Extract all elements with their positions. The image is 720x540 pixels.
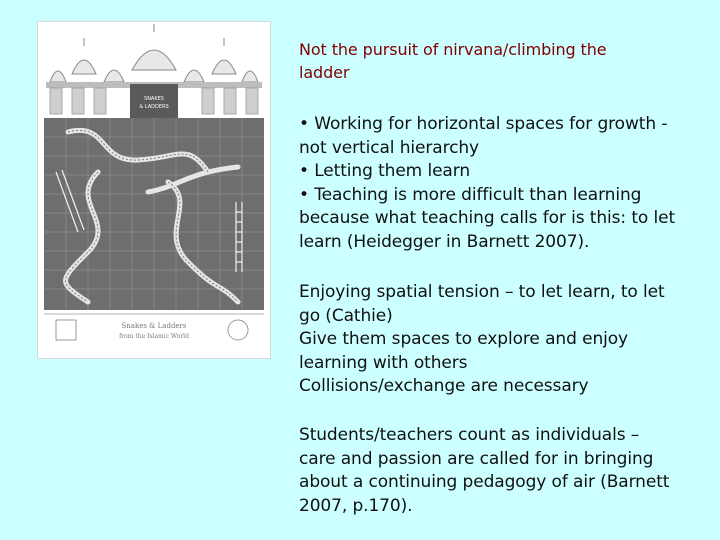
paragraph-line: Collisions/exchange are necessary <box>299 376 589 396</box>
paragraph-line: Give them spaces to explore and enjoy <box>299 329 629 349</box>
title-line: ladder <box>299 63 350 82</box>
bullet-line: • Teaching is more difficult than learning <box>299 184 642 205</box>
svg-text:Snakes & Ladders: Snakes & Ladders <box>121 322 187 330</box>
paragraph-individuals <box>299 424 699 518</box>
paragraph-spatial-tension <box>299 281 699 399</box>
bullet-line: because what teaching calls for is this: to let <box>299 208 676 228</box>
paragraph-line: Students/teachers count as individuals – <box>299 425 640 445</box>
svg-text:SNAKES: SNAKES <box>144 96 164 102</box>
poster-illustration <box>38 22 270 358</box>
bullet-line: • Letting them learn <box>299 161 471 181</box>
paragraph-line: Enjoying spatial tension – to let learn, to let <box>299 282 665 302</box>
paragraph-line: care and passion are called for in bringing <box>299 448 654 469</box>
bullet-line: learn (Heidegger in Barnett 2007). <box>299 231 590 252</box>
bullet-list <box>299 113 699 254</box>
paragraph-line: learning with others <box>299 352 468 373</box>
bullet-line: • Working for horizontal spaces for growth - <box>299 114 668 134</box>
snakes-and-ladders-poster <box>38 22 270 358</box>
paragraph-line: about a continuing pedagogy of air (Barnett <box>299 472 670 492</box>
title-line: Not the pursuit of nirvana/climbing the <box>299 40 607 59</box>
bullet-line: not vertical hierarchy <box>299 137 479 158</box>
svg-text:& LADDERS: & LADDERS <box>139 104 169 110</box>
slide-title <box>299 38 699 84</box>
paragraph-line: go (Cathie) <box>299 305 393 326</box>
paragraph-line: 2007, p.170). <box>299 495 413 516</box>
svg-text:from the Islamic World: from the Islamic World <box>119 333 189 340</box>
